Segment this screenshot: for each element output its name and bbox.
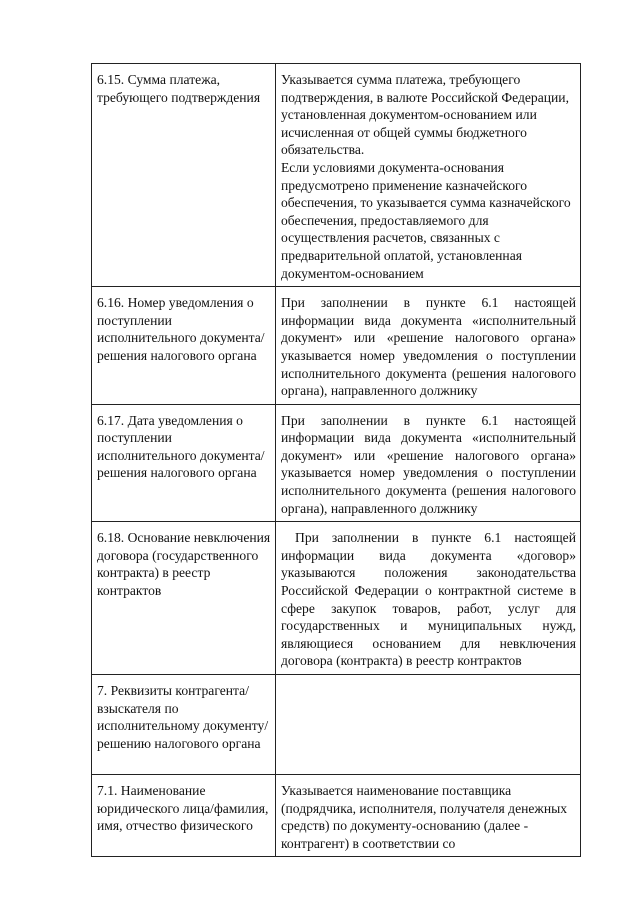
field-name-cell: 6.16. Номер уведомления о поступлении исполнительного документа/решения налогового органа — [92, 287, 276, 405]
description-paragraph: При заполнении в пункте 6.1 настоящей информации вида документа «договор» указываются положения законодательства Российской Федерации о контрактной системе в сфере закупок товаров, работ, услуг для государственных и муниципальных нужд, являющиеся основанием для невключения договора (контракта) в реестр контрактов — [281, 530, 576, 669]
table-row — [92, 522, 581, 675]
table-row — [92, 287, 581, 405]
description-paragraph: При заполнении в пункте 6.1 настоящей информации вида документа «исполнительный документ» или «решение налогового органа» указывается номер уведомления о поступлении исполнительного документа (решения налогового органа), направленного должнику — [281, 412, 576, 516]
field-description-cell — [276, 404, 581, 522]
field-description-cell — [276, 775, 581, 857]
table-row — [92, 775, 581, 857]
section-heading-cell: 7. Реквизиты контрагента/взыскателя по исполнительному документу/решению налогового органа — [92, 675, 276, 775]
table-row — [92, 404, 581, 522]
description-paragraph: Указывается сумма платежа, требующего подтверждения, в валюте Российской Федерации, установленная документом-основанием или исчисленная от общей суммы бюджетного обязательства. — [281, 72, 569, 158]
field-name-cell: 6.18. Основание невключения договора (государственного контракта) в реестр контрактов — [92, 522, 276, 675]
description-paragraph: При заполнении в пункте 6.1 настоящей информации вида документа «исполнительный документ» или «решение налогового органа» указывается номер уведомления о поступлении исполнительного документа (решения налогового органа), направленного должнику — [281, 295, 576, 399]
field-description-cell — [276, 522, 581, 675]
field-description-cell — [276, 287, 581, 405]
field-description-cell — [276, 64, 581, 287]
description-paragraph: Указывается наименование поставщика (подрядчика, исполнителя, получателя денежных средств) по документу-основанию (далее - контрагент) в соответствии со — [281, 783, 568, 851]
table-row — [92, 64, 581, 287]
description-paragraph: Если условиями документа-основания предусмотрено применение казначейского обеспечения, то указывается сумма казначейского обеспечения, предоставляемого для осуществления расчетов, связанных с предварительной оплатой, установленная документом-основанием — [281, 159, 571, 281]
field-description-cell — [276, 675, 581, 775]
requisites-table — [91, 63, 581, 857]
field-name-cell: 6.17. Дата уведомления о поступлении исполнительного документа/решения налогового органа — [92, 404, 276, 522]
table-row — [92, 675, 581, 775]
field-name-cell: 6.15. Сумма платежа, требующего подтверждения — [92, 64, 276, 287]
field-name-cell: 7.1. Наименование юридического лица/фамилия, имя, отчество физического — [92, 775, 276, 857]
